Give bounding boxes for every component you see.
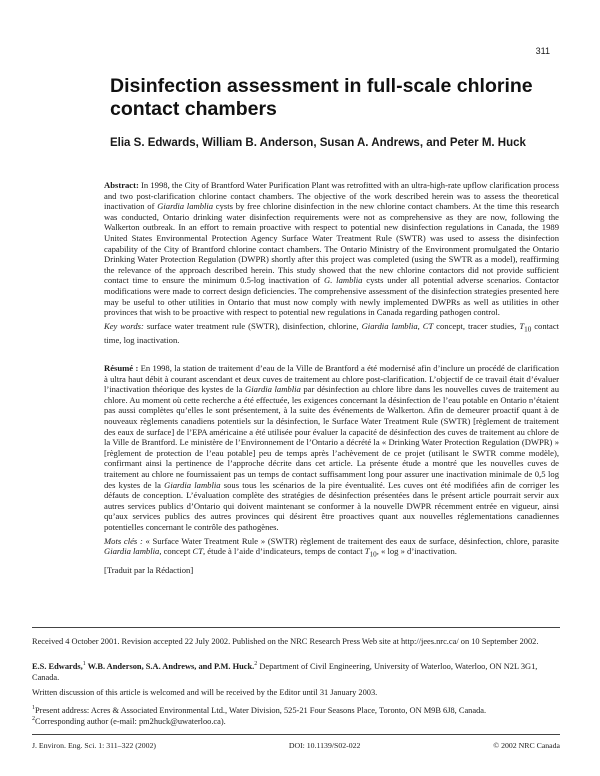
discussion-note: Written discussion of this article is welcomed and will be received by the Editor until 31 January 2003. (32, 688, 378, 697)
footer-divider (32, 627, 560, 628)
author-list: Elia S. Edwards, William B. Anderson, Susan A. Andrews, and Peter M. Huck (110, 137, 526, 149)
abstract-paragraph: Abstract: In 1998, the City of Brantford Water Purification Plant was retrofitted with an ultra-high-rate upflow clarification process and two post-clarification chlorine contact chambers. The objective of the work described herein was to assess the theoretical inactivation of Giardia lamblia cysts by free chlorine disinfection in the new chlorine contact chambers. At the time this research was conducted, Ontario drinking water disinfection requirements were not as comprehensive as they are now, following the Walkerton outbreak. In an effort to remain proactive with respect to potential new disinfection regulations in Canada, the 1989 United States Environmental Protection Agency Surface Water Treatment Rule (SWTR) was used to assess the disinfection capability of the City of Brantford chlorine contact chambers. The Ontario Ministry of the Environment promulgated the Ontario Drinking Water Protection Regulation (DWPR) shortly after this project was completed (using the SWTR as a model), reaffirming the relevance of the approach described herein. This study showed that the new chlorine contactors did not provide sufficient contact time to ensure the minimum 0.5-log inactivation of G. lamblia cysts under all potential adverse scenarios. Contactor modifications were made to correct design deficiencies. The comprehensive assessment of the disinfection strategies presented here may be useful to other utilities in Ontario that must now comply with newly implemented DWPRs as well as utilities in other provinces that wish to be proactive with respect to potential new regulations in Canada regarding pathogen control. (104, 180, 560, 318)
translation-note: [Traduit par la Rédaction] (104, 565, 194, 576)
page-number: 311 (535, 46, 550, 56)
abstract-section (104, 180, 559, 346)
journal-footer (32, 741, 560, 750)
received-note: Received 4 October 2001. Revision accepted 22 July 2002. Published on the NRC Research Press Web site at http://jees.nrc.ca/ on 10 September 2002. (32, 637, 539, 646)
footnote-1: $^1$Present address: Acres & Associated Environmental Ltd., Water Division, 525-21 Four Seasons Place, Toronto, ON M9B 6J8, Canada. (32, 705, 487, 715)
journal-citation: J. Environ. Eng. Sci. 1: 311–322 (2002) (32, 741, 157, 750)
resume-section (104, 363, 559, 576)
article-title: Disinfection assessment in full-scale chlorine contact chambers (110, 75, 533, 120)
resume-label: Résumé (104, 363, 134, 373)
resume-keywords: Mots clés : « Surface Water Treatment Rule » (SWTR) règlement de traitement des eaux de surface, désinfection, chlore, parasite Giardia lamblia, concept CT, étude à l’aide d’indicateurs, temps de contact $T_{10}$, « log » d’inactivation. (104, 535, 559, 559)
doi: DOI: 10.1139/S02-022 (288, 741, 361, 750)
footnote-2: $^2$Corresponding author (e-mail: pm2huck@uwaterloo.ca). (32, 715, 226, 726)
abstract-label: Abstract (104, 180, 136, 190)
resume-paragraph: Résumé : En 1998, la station de traitement d’eau de la Ville de Brantford a été modernisé afin d’inclure un procédé de clarification à ultra haut débit à courant ascendant et deux cuves de traitement au chlore post-clarification. L’objectif de ce travail était d’évaluer l’inactivation théorique des kystes de la Giardia lamblia par désinfection au chlore libre dans les nouvelles cuves de traitement au chlore. Au moment où cette recherche a été effectuée, les exigences concernant la désinfection de l’eau potable en Ontario n’étaient pas aussi complètes qu’elles le sont présentement, à la suite des événements de Walkerton. Afin de demeurer proactif quant à de nouveaux règlements canadiens potentiels sur la désinfection, le Surface Water Treatment Rule (SWTR) [règlement de traitement des eaux de surface] de l’EPA américaine a été utilisée pour évaluer la capacité de désinfection des cuves de traitement au chlore de la Ville de Brantford. Le ministère de l’Environnement de l’Ontario a décrété la « Drinking Water Protection Regulation (DWPR) » [règlement de protection de l’eau potable] peu de temps après l’achèvement de ce projet (utilisant le SWTR comme modèle), confirmant ainsi la pertinence de l’approche décrite dans cet article. La présente étude a montré que les nouvelles cuves de traitement au chlore ne fournissaient pas un temps de contact suffisamment long pour assurer une inactivation minimale de 0,5 log des kystes de la Giardia lamblia sous tous les scénarios de la pire éventualité. Les cuves ont été modifiées afin de corriger les défauts de conception. L’évaluation complète des stratégies de désinfection présentées dans le présent article pourrait servir aux autres services publics d’Ontario qui doivent maintenant se conformer à la nouvelle DWPR récemment entrée en vigueur, ainsi qu’aux services publics des autres provinces qui désirent être proactives quant aux nouvelles réglementations canadiennes potentielles concernant le contrôle des pathogènes. (104, 363, 560, 532)
author-affiliation: E.S. Edwards,$^1$ W.B. Anderson, S.A. Andrews, and P.M. Huck.$^2$ Department of Civil Engineering, University of Waterloo, Waterloo, ON N2L 3G1, Canada. (32, 661, 538, 682)
copyright: © 2002 NRC Canada (493, 741, 560, 750)
abstract-keywords: Key words: surface water treatment rule (SWTR), disinfection, chlorine, Giardia lamblia, CT concept, tracer studies, $T_{10}$ contact time, log inactivation. (104, 320, 560, 346)
bottom-divider (32, 734, 560, 735)
footnotes (32, 706, 560, 727)
